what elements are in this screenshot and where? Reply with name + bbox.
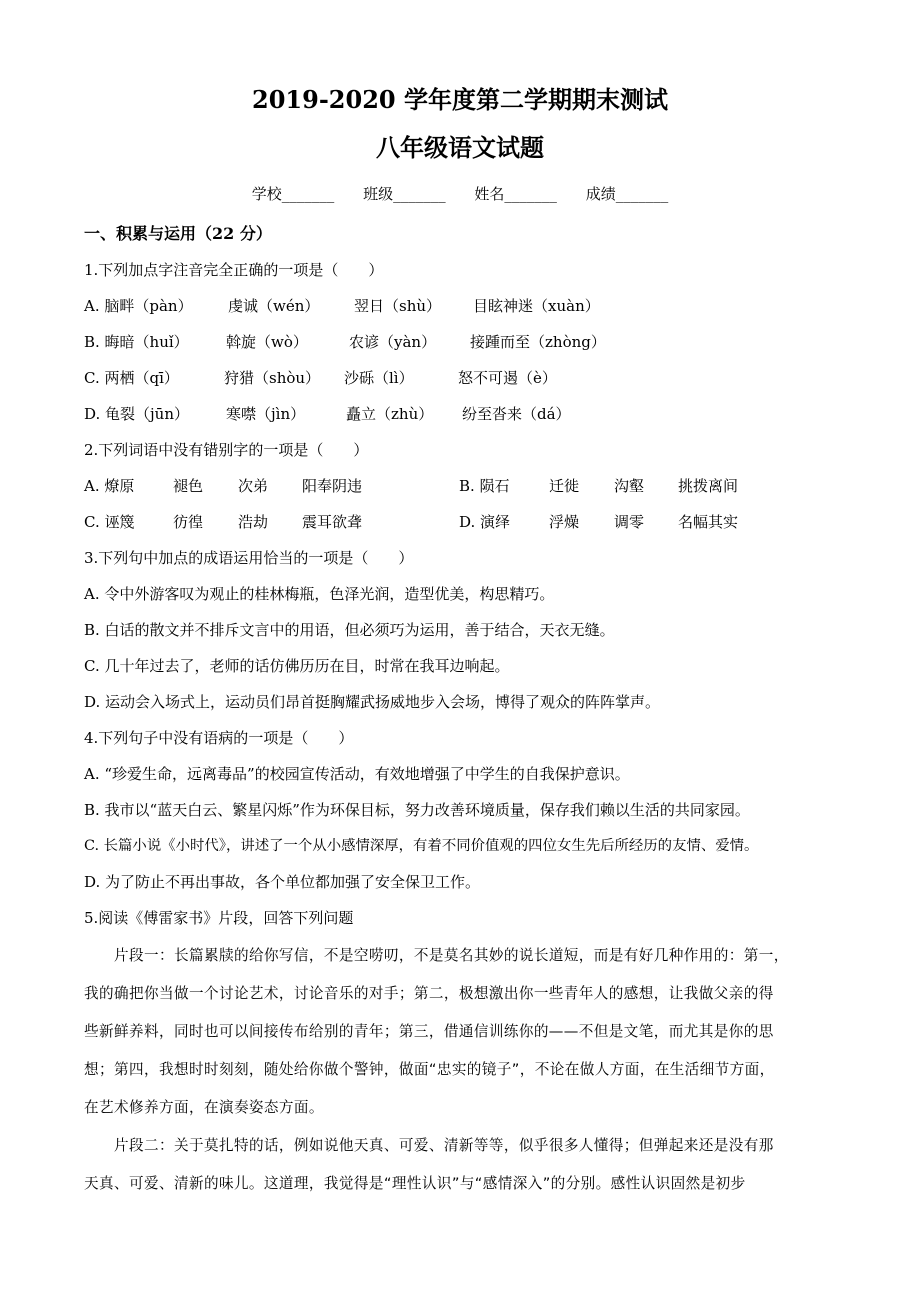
name-field: 姓名_______: [474, 185, 557, 203]
option-item: 浮燥: [549, 513, 580, 531]
passage-2-line: 片段二：关于莫扎特的话，例如说他天真、可爱、清新等等，似乎很多人懂得；但弹起来还是没有那: [114, 1137, 774, 1154]
option-item: 浩劫: [238, 513, 269, 531]
option-item: 震耳欲聋: [302, 513, 363, 531]
option-item: 矗立（zhù）: [346, 405, 434, 423]
option-item: C. 两栖（qī）: [84, 369, 179, 387]
q2-options-ab: [84, 476, 844, 496]
q1-stem: 1.下列加点字注音完全正确的一项是（ ）: [84, 261, 384, 279]
q3-option-c: C. 几十年过去了，老师的话仿佛历历在目，时常在我耳边响起。: [84, 657, 510, 675]
option-item: C. 诬篾: [84, 513, 135, 531]
exam-subtitle: 八年级语文试题: [376, 133, 544, 162]
option-item: D. 演绎: [459, 513, 511, 531]
section-heading: 一、积累与运用（22 分）: [84, 224, 272, 243]
student-info-line: [0, 183, 920, 204]
option-item: 褪色: [173, 477, 204, 495]
q4-option-d: D. 为了防止不再出事故，各个单位都加强了安全保卫工作。: [84, 873, 481, 891]
option-item: 名幅其实: [678, 513, 739, 531]
q4-option-a: A. “珍爱生命，远离毒品”的校园宣传活动，有效地增强了中学生的自我保护意识。: [84, 765, 630, 783]
exam-title: 2019-2020 学年度第二学期期末测试: [252, 85, 668, 114]
class-field: 班级_______: [363, 185, 446, 203]
option-item: B. 晦暗（huǐ）: [84, 333, 189, 351]
passage-1-line: 想；第四，我想时时刻刻，随处给你做个警钟，做面“忠实的镜子”，不论在做人方面，在生活细节方面，: [84, 1061, 775, 1078]
passage-1-line: 片段一：长篇累牍的给你写信，不是空唠叨，不是莫名其妙的说长道短，而是有好几种作用的：第一，: [114, 947, 789, 964]
passage-1-line: 在艺术修养方面，在演奏姿态方面。: [84, 1099, 324, 1116]
option-item: D. 龟裂（jūn）: [84, 405, 190, 423]
q4-option-c: C. 长篇小说《小时代》，讲述了一个从小感情深厚，有着不同价值观的四位女生先后所经历的友情、爱情。: [84, 838, 759, 854]
passage-2-line: 天真、可爱、清新的味儿。这道理，我觉得是“理性认识”与“感情深入”的分别。感性认识固然是初步: [84, 1175, 746, 1192]
option-item: 阳奉阴违: [302, 477, 363, 495]
option-item: 翌日（shù）: [354, 297, 442, 315]
option-item: 沟壑: [614, 477, 645, 495]
q3-stem: 3.下列句中加点的成语运用恰当的一项是（ ）: [84, 549, 414, 567]
q3-option-d: D. 运动会入场式上，运动员们昂首挺胸耀武扬威地步入会场，博得了观众的阵阵掌声。: [84, 693, 661, 711]
option-item: 斡旋（wò）: [226, 333, 308, 351]
q1-option-c: [84, 368, 844, 388]
option-item: 狩猎（shòu）: [224, 369, 321, 387]
school-field: 学校_______: [251, 185, 335, 203]
option-item: 农谚（yàn）: [349, 333, 437, 351]
q5-stem: 5.阅读《傅雷家书》片段，回答下列问题: [84, 909, 354, 927]
q3-option-a: A. 令中外游客叹为观止的桂林梅瓶，色泽光润，造型优美，构思精巧。: [84, 585, 555, 603]
passage-1-line: 些新鲜养料，同时也可以间接传布给别的青年；第三，借通信训练你的——不但是文笔，而尤其是你的思: [84, 1023, 774, 1040]
q3-option-b: B. 白话的散文并不排斥文言中的用语，但必须巧为运用，善于结合，天衣无缝。: [84, 621, 615, 639]
q1-option-a: [84, 296, 844, 316]
q4-option-b: B. 我市以“蓝天白云、繁星闪烁”作为环保目标，努力改善环境质量，保存我们赖以生活的共同家园。: [84, 801, 750, 819]
option-item: B. 陨石: [459, 477, 510, 495]
option-item: 目眩神迷（xuàn）: [473, 297, 600, 315]
q1-option-d: [84, 404, 844, 424]
option-item: 迁徙: [549, 477, 580, 495]
option-item: A. 燎原: [84, 477, 135, 495]
option-item: 寒噤（jìn）: [226, 405, 306, 423]
passage-1-line: 我的确把你当做一个讨论艺术，讨论音乐的对手；第二，极想激出你一些青年人的感想，让我做父亲的得: [84, 985, 774, 1002]
option-item: 怒不可遏（è）: [458, 369, 557, 387]
option-item: 纷至沓来（dá）: [462, 405, 571, 423]
q1-option-b: [84, 332, 844, 352]
option-item: A. 脑畔（pàn）: [84, 297, 193, 315]
score-field: 成绩_______: [585, 185, 669, 203]
q2-options-cd: [84, 512, 844, 532]
option-item: 接踵而至（zhòng）: [470, 333, 606, 351]
option-item: 彷徨: [173, 513, 204, 531]
option-item: 沙砾（lì）: [344, 369, 414, 387]
q2-stem: 2.下列词语中没有错别字的一项是（ ）: [84, 441, 369, 459]
option-item: 调零: [614, 513, 645, 531]
option-item: 虔诚（wén）: [228, 297, 320, 315]
q4-stem: 4.下列句子中没有语病的一项是（ ）: [84, 729, 354, 747]
option-item: 次弟: [238, 477, 269, 495]
option-item: 挑拨离间: [678, 477, 739, 495]
